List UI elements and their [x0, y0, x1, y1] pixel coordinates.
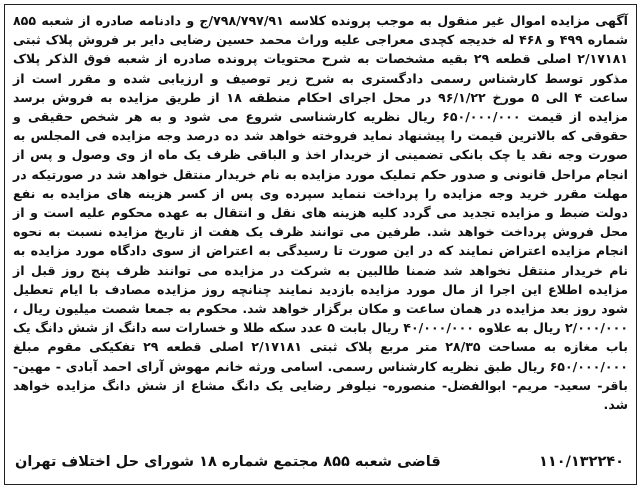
notice-footer [15, 450, 624, 474]
judge-signature-line: قاضی شعبه ۸۵۵ مجتمع شماره ۱۸ شورای حل اختلاف تهران [15, 454, 441, 470]
notice-body-text: آگهی مزایده اموال غیر منقول به موجب پرونده کلاسه ۷۹۸/۷۹۷/۹۱/ج و دادنامه صادره از شعبه ۸۵۵ شماره ۴۹۹ و ۴۶۸ له خدیجه کچدی معراجی علیه وراث محمد حسین رضایی دایر بر فروش پلاک ثبتی ۲/۱۷۱۸۱ اصلی قطعه ۲۹ بقیه مشخصات به شرح محتویات پرونده صادره از شعبه فوق الذکر پلاک مذکور توسط کارشناس رسمی دادگستری به شرح زیر توصیف و ارزیابی شده و مقرر است از ساعت ۴ الی ۵ مورخ ۹۶/۱/۲۲ در محل اجرای احکام منطقه ۱۸ از طریق مزایده به فروش برسد مزایده از قیمت ۶۵۰/۰۰۰/۰۰۰ ریال نظریه کارشناسی شروع می شود و به هر شخص حقیقی و حقوقی که بالاترین قیمت را پیشنهاد نماید فروخته خواهد شد ده درصد وجه مزایده فی المجلس به صورت وجه نقد یا چک بانکی تضمینی از خریدار اخذ و الباقی ظرف یک ماه از وی وصول و پس از انجام مراحل قانونی و صدور حکم تملیک مورد مزایده به نام خریدار منتقل خواهد شد در صورتیکه در مهلت مقرر خرید وجه مزایده را پرداخت ننماید سپرده وی پس از کسر هزینه های مزایده به نفع دولت ضبط و مزایده تجدید می گردد کلیه هزینه های نقل و انتقال به عهده محکوم علیه است و از محل فروش پرداخت خواهد شد. طرفین می توانند ظرف یک هفت از تاریخ مزایده نسبت به نحوه انجام مزایده اعتراض نمایند که در این صورت تا رسیدگی به اعتراض از سوی دادگاه مورد مزایده به نام خریدار منتقل نخواهد شد ضمنا طالبین به شرکت در مزایده می توانند ظرف پنج روز قبل از مزایده اطلاع این اجرا از مال مورد مزایده بازدید نمایند چنانچه روز مزایده مصادف با ایام تعطیل شود روز بعد مزایده در همان ساعت و مکان برگزار خواهد شد. محکوم به جمعا شصت میلیون ریال ، ۲/۰۰۰/۰۰۰ ریال به علاوه ۴۰/۰۰۰/۰۰۰ ریال بابت ۵ عدد سکه طلا و خسارات سه دانگ از شش دانگ یک باب مغازه به مساحت ۲۸/۳۵ متر مربع پلاک ثبتی ۲/۱۷۱۸۱ اصلی قطعه ۲۹ تفکیکی مقوم مبلغ ۶۵۰/۰۰۰/۰۰۰ ریال طبق نظریه کارشناس رسمی. اسامی ورثه خانم مهوش آرای احمد آبادی - مهین- باقر- سعید- مریم- ابوالفضل- منصوره- نیلوفر رضایی یک دانگ مشاع از شش دانگ مزایده خواهد شد. [13, 13, 629, 413]
notice-reference-number: ۱۱۰/۱۳۲۲۴۰ [539, 454, 624, 470]
footer-divider [13, 445, 628, 446]
legal-notice [4, 4, 637, 485]
